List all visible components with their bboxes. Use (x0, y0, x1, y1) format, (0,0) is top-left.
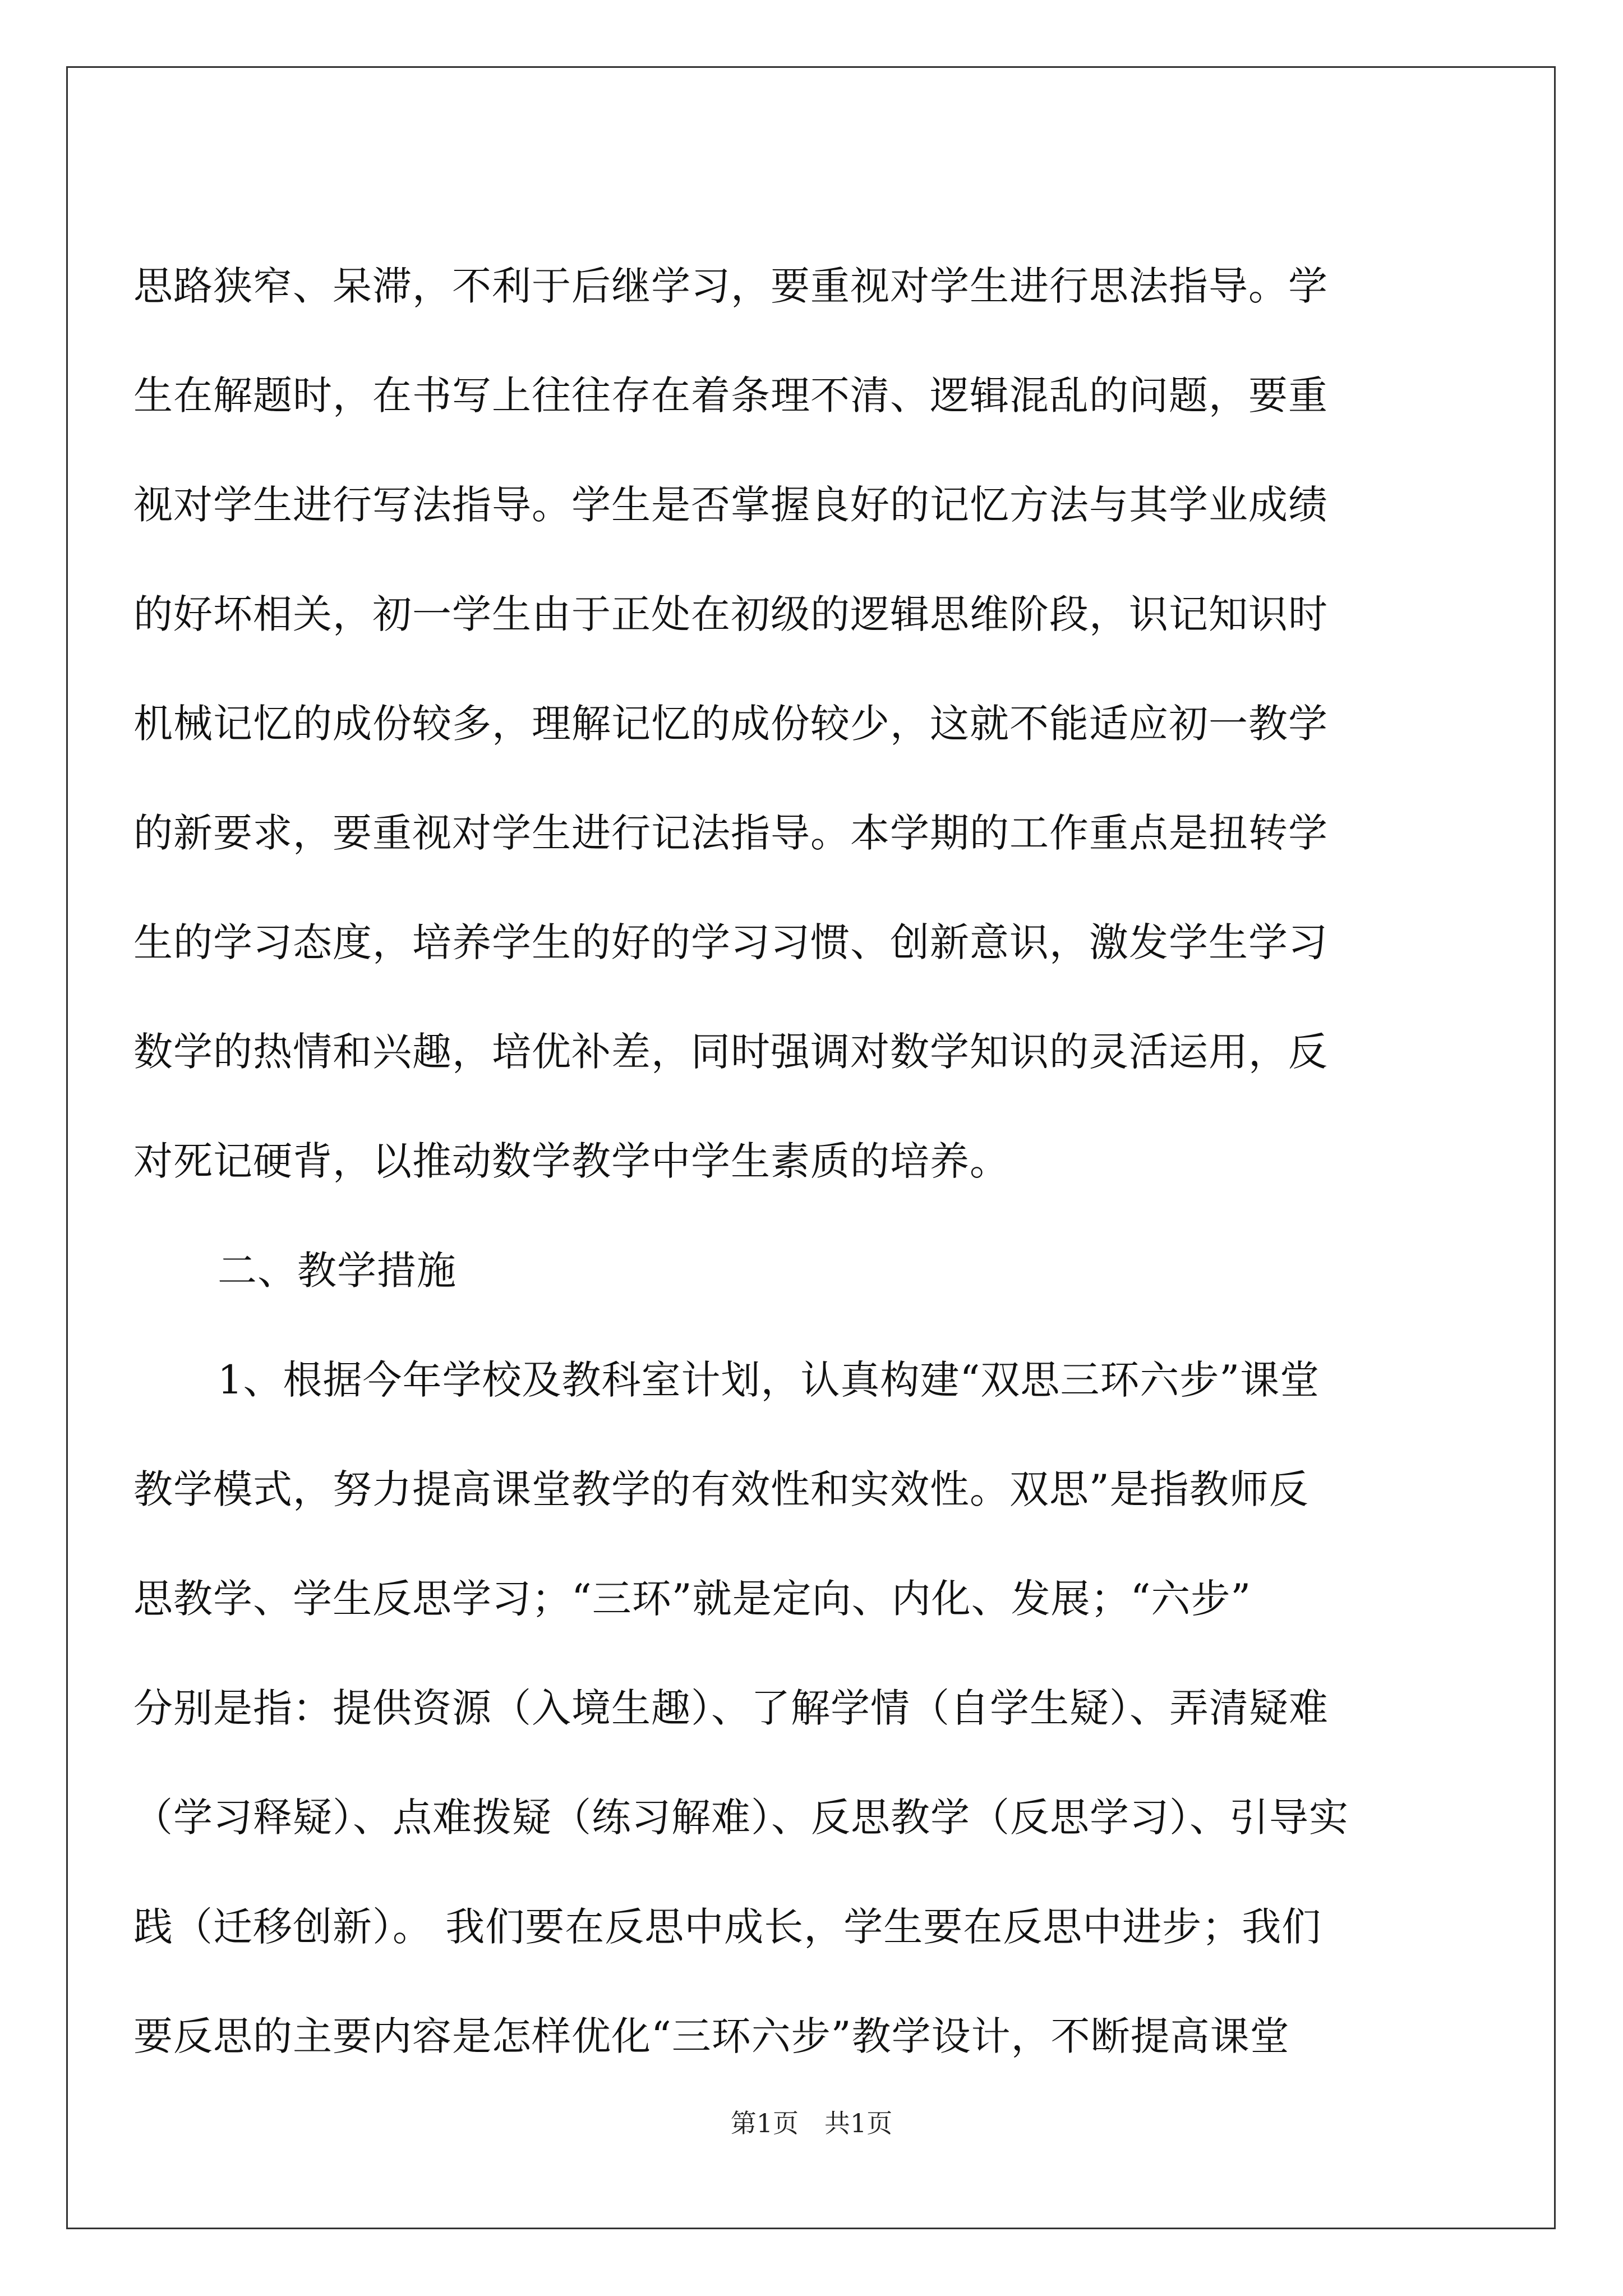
text-line-17: 要反思的主要内容是怎样优化“三环六步”教学设计，不断提高课堂 (133, 2013, 1290, 2059)
text-line-14: 分别是指：提供资源（入境生趣）、了解学情（自学生疑）、弄清疑难 (133, 1685, 1329, 1731)
text-line-11: 1、根据今年学校及教科室计划，认真构建“双思三环六步”课堂 (218, 1357, 1320, 1403)
text-line-1: 思路狭窄、呆滞，不利于后继学习，要重视对学生进行思法指导。学 (133, 263, 1328, 309)
text-line-12: 教学模式，努力提高课堂教学的有效性和实效性。双思”是指教师反 (133, 1466, 1309, 1512)
text-line-15: （学习释疑）、点难拨疑（练习解难）、反思教学（反思学习）、引导实 (133, 1795, 1349, 1841)
text-line-5: 机械记忆的成份较多，理解记忆的成份较少，这就不能适应初一教学 (133, 701, 1328, 747)
text-line-9: 对死记硬背，以推动数学教学中学生素质的培养。 (133, 1138, 1009, 1184)
text-line-13: 思教学、学生反思学习；“三环”就是定向、内化、发展；“六步” (133, 1576, 1252, 1622)
text-line-4: 的好坏相关，初一学生由于正处在初级的逻辑思维阶段，识记知识时 (133, 591, 1328, 637)
page-number: 第1页 共1页 (730, 2108, 893, 2138)
text-line-6: 的新要求，要重视对学生进行记法指导。本学期的工作重点是扭转学 (133, 810, 1328, 856)
text-line-3: 视对学生进行写法指导。学生是否掌握良好的记忆方法与其学业成绩 (133, 482, 1328, 528)
text-line-2: 生在解题时，在书写上往往存在着条理不清、逻辑混乱的问题，要重 (133, 372, 1328, 418)
text-line-7: 生的学习态度，培养学生的好的学习习惯、创新意识，激发学生学习 (133, 919, 1328, 965)
section-heading: 二、教学措施 (218, 1248, 457, 1294)
text-line-8: 数学的热情和兴趣，培优补差，同时强调对数学知识的灵活运用，反 (133, 1029, 1328, 1075)
text-line-16: 践（迁移创新）。 我们要在反思中成长，学生要在反思中进步；我们 (133, 1904, 1322, 1950)
